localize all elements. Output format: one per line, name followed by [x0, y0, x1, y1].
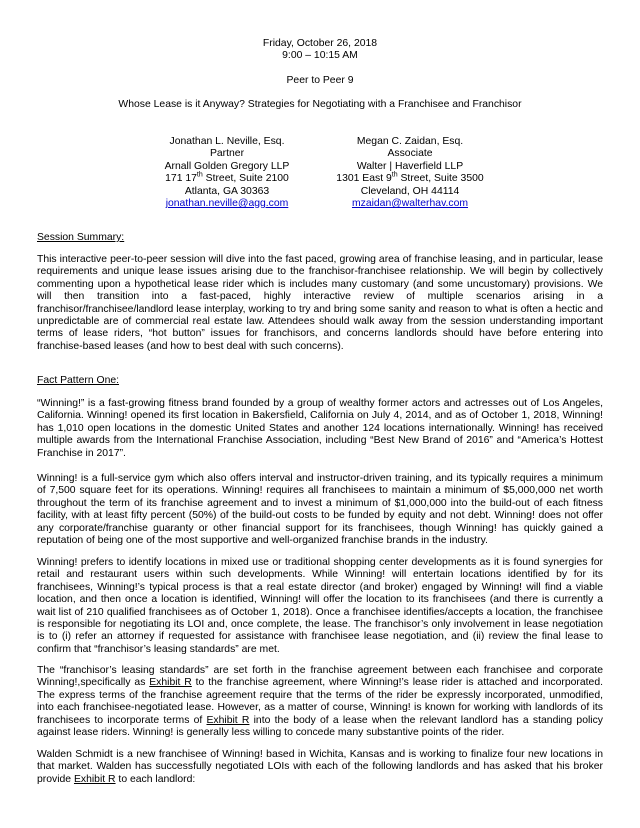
speaker-card-zaidan — [310, 136, 510, 210]
session-summary-paragraph: This interactive peer-to-peer session will dive into the fast paced, growing area of franchise leasing, and in particular, lease requirements and unique lease issues arising due to the franchisor-franchisee relationship. We will begin by collectively commenting upon a hypothetical lease rider which is includes many customary (and some uncustomary) provisions. We will then transition into a fast-paced, highly interactive review of multiple scenarios arising in a franchisor/franchisee/landlord lease interplay, working to try and bring some sanity and reason to what is often a hectic and unpredictable are of commercial real estate law. Attendees should walk away from the session understanding important terms of lease riders, “hot button” issues for franchisors, and concerns landlords should have before entering into franchise-based leases (and how to best deal with such concerns). — [37, 254, 603, 352]
speaker-name: Jonathan L. Neville, Esq. — [169, 136, 285, 147]
speaker-email-link[interactable]: mzaidan@walterhav.com — [351, 198, 469, 210]
fact-pattern-paragraph-4: The “franchisor’s leasing standards” are set forth in the franchise agreement between each franchisee and corporate Winning!,specifically as Exhibit R to the franchise agreement, where Winning!’s lease rider is attached and incorporated. The express terms of the franchise agreement require that the terms of the rider be expressly incorporated, unmodified, into each franchisee-negotiated lease. However, as a matter of course, Winning! is known for working with landlords of its franchisees to incorporate terms of Exhibit R into the body of a lease when the relevant landlord has a standing policy against lease riders. Winning! is generally less willing to concede many substantive points of the rider. — [37, 665, 603, 739]
exhibit-r-reference: Exhibit R — [149, 677, 192, 689]
session-title: Whose Lease is it Anyway? Strategies for Negotiating with a Franchisee and Franchisor — [118, 99, 522, 110]
speaker-role: Associate — [387, 148, 433, 160]
speaker-street: 171 17th Street, Suite 2100 — [165, 171, 289, 185]
exhibit-r-reference: Exhibit R — [73, 773, 116, 785]
speaker-name: Megan C. Zaidan, Esq. — [356, 136, 464, 147]
fact-pattern-paragraph-3: Winning! prefers to identify locations in mixed use or traditional shopping center developments as it is found synergies for retail and restaurant users within such developments. While Winning! will entertain locations identified by for its franchisees, Winning!’s typical process is that a real estate director (and broker) engaged by Winning! will find a viable location, and then once a location is identified, Winning! will offer the location to its franchisees (and there is currently a wait list of 210 qualified franchisees as of October 1, 2018). Once a franchisee identifies/accepts a location, the franchisee is responsible for negotiating its LOI and, once complete, the lease. The franchisor’s only involvement in lease negotiation is to (i) refer an attorney if requested for assistance with franchisee lease negotiation, and (ii) review the final lease to confirm that “franchisor’s leasing standards” are met. — [37, 557, 603, 655]
fact-pattern-paragraph-1: “Winning!” is a fast-growing fitness brand founded by a group of wealthy former actors and actresses out of Los Angeles, California. Winning! opened its first location in Bakersfield, California on July 4, 2014, and as of October 1, 2018, Winning! has 1,010 open locations in the domestic United States and another 124 locations internationally. Winning! has received multiple awards from the International Franchise Association, including “Best New Brand of 2016” and “America’s Hottest Franchise in 2017”. — [37, 398, 603, 459]
speaker-city: Atlanta, GA 30363 — [184, 185, 270, 197]
session-summary-heading: Session Summary: — [37, 232, 125, 243]
session-number: Peer to Peer 9 — [286, 75, 354, 86]
speaker-card-neville — [127, 136, 327, 210]
speaker-email-link[interactable]: jonathan.neville@agg.com — [165, 198, 289, 210]
session-time: 9:00 – 10:15 AM — [282, 50, 358, 61]
fact-pattern-heading: Fact Pattern One: — [37, 375, 120, 386]
speaker-street: 1301 East 9th Street, Suite 3500 — [336, 171, 484, 185]
speaker-firm: Arnall Golden Gregory LLP — [164, 160, 290, 172]
fact-pattern-paragraph-2: Winning! is a full-service gym which also offers interval and instructor-driven training, and its typically requires a minimum of 7,500 square feet for its operations. Winning! requires all franchisees to maintain a minimum of $5,000,000 net worth throughout the term of its franchise agreement and to invest a minimum of $1,000,000 into the build-out of each fitness facility, with at least fifty percent (50%) of the build-out costs to be funded by equity and not debt. Winning! does not offer any corporate/franchise guaranty or other financial support for its franchisees, though Winning! has quickly gained a reputation of being one of the most supportive and well-organized franchise brands in the industry. — [37, 473, 603, 547]
exhibit-r-reference: Exhibit R — [206, 714, 250, 726]
speaker-role: Partner — [209, 148, 245, 160]
speaker-city: Cleveland, OH 44114 — [360, 185, 460, 197]
session-date: Friday, October 26, 2018 — [262, 38, 378, 49]
speaker-firm: Walter | Haverfield LLP — [356, 160, 464, 172]
fact-pattern-paragraph-5: Walden Schmidt is a new franchisee of Winning! based in Wichita, Kansas and is working to finalize four new locations in that market. Walden has successfully negotiated LOIs with each of the following landlords and has asked that his broker provide Exhibit R to each landlord: — [37, 749, 603, 785]
